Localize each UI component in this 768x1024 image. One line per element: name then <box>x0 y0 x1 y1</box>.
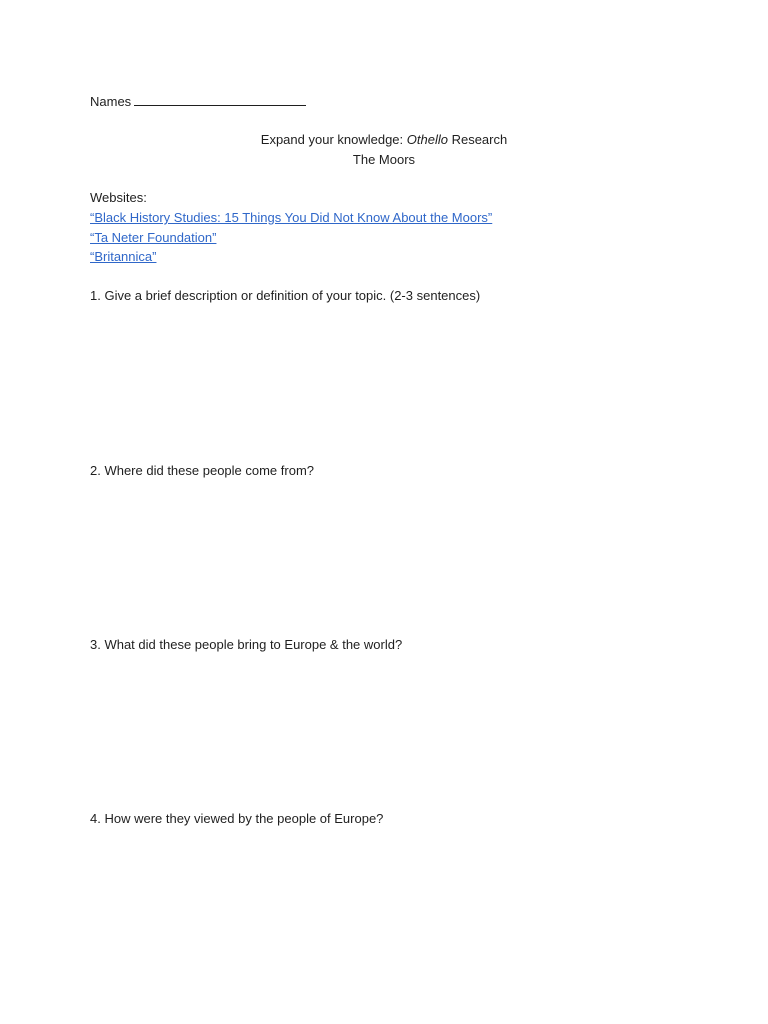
names-blank-line[interactable] <box>134 93 306 106</box>
worksheet-title <box>0 130 768 149</box>
website-link-row <box>90 208 492 227</box>
website-link-row <box>90 228 216 247</box>
website-link-row <box>90 247 156 266</box>
website-link-black-history-studies[interactable]: “Black History Studies: 15 Things You Did Not Know About the Moors” <box>90 210 493 225</box>
website-link-ta-neter-foundation[interactable]: “Ta Neter Foundation” <box>90 230 217 245</box>
worksheet-subtitle: The Moors <box>352 152 416 167</box>
title-suffix: Research <box>447 132 508 147</box>
question-4: 4. How were they viewed by the people of Europe? <box>90 811 384 826</box>
question-2: 2. Where did these people come from? <box>90 463 315 478</box>
websites-heading: Websites: <box>90 190 147 205</box>
title-prefix: Expand your knowledge: <box>260 132 407 147</box>
website-link-britannica[interactable]: “Britannica” <box>90 249 157 264</box>
question-3: 3. What did these people bring to Europe & the world? <box>90 637 403 652</box>
names-field <box>90 92 306 111</box>
title-italic-work: Othello <box>406 132 448 147</box>
question-1: 1. Give a brief description or definition of your topic. (2-3 sentences) <box>90 288 481 303</box>
names-label: Names <box>90 94 132 109</box>
